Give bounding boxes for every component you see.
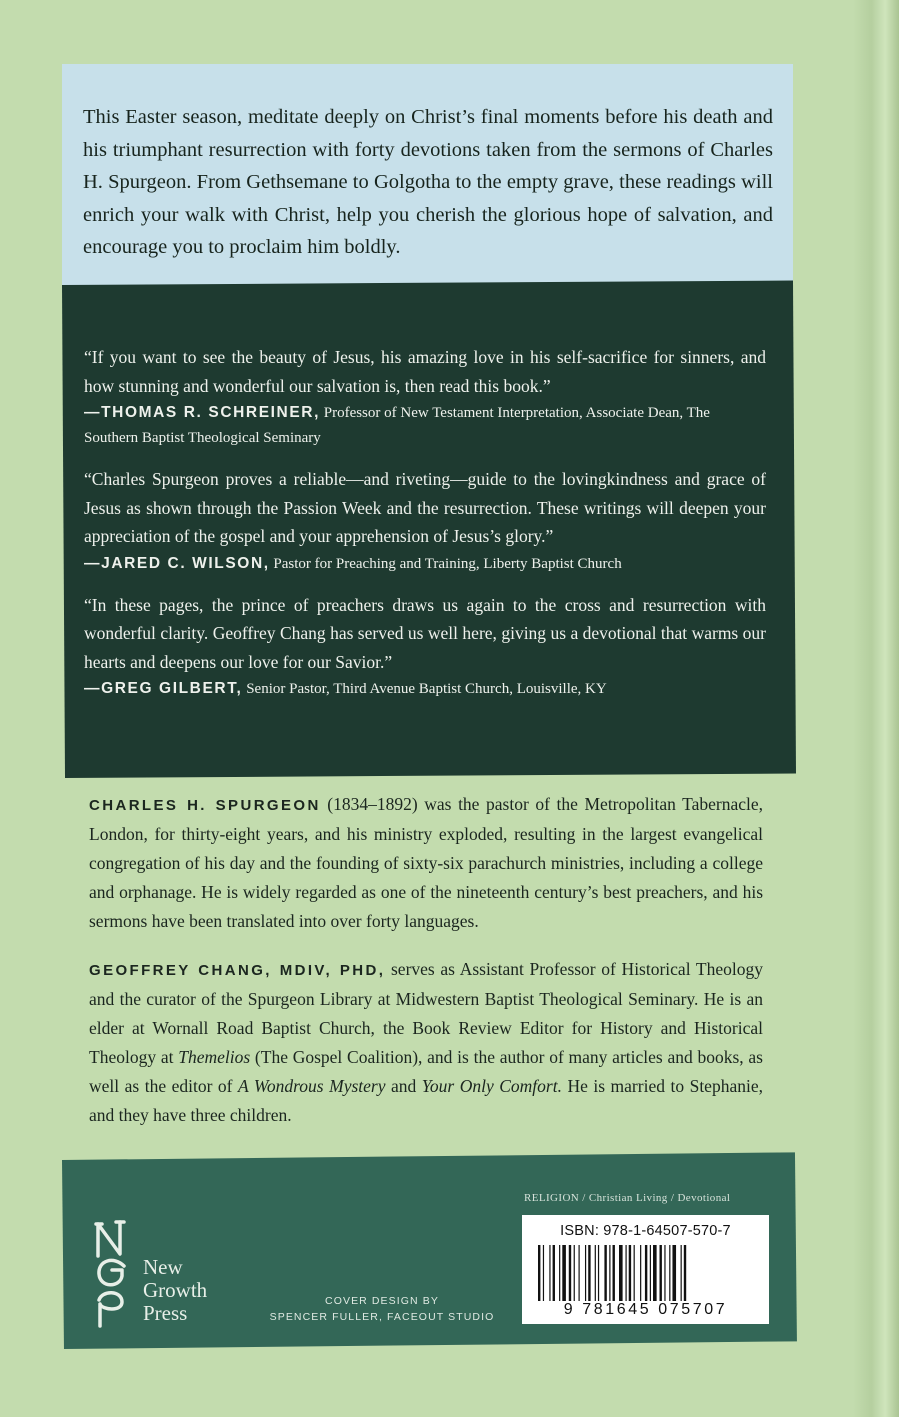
endorsement-quote: “In these pages, the prince of preachers draws us again to the cross and resurrection with wonderful clarity. Geoffrey Chang has served us well here, giving us a devotional that warms our hearts and deepens our love for our Savior.” <box>84 594 766 672</box>
barcode-bar <box>543 1245 544 1301</box>
barcode-bar <box>613 1245 615 1301</box>
book-title: Your Only Comfort. <box>421 1076 562 1096</box>
barcode-bar <box>625 1245 626 1301</box>
endorsement-quote: “Charles Spurgeon proves a reliable—and riveting—guide to the lovingkindness and grace of Jesus as shown through the Passion Week and the resurrection. These writings will deepen your appreciation of the gospel and your apprehension of Jesus’s glory.” <box>84 469 766 546</box>
barcode-bar <box>553 1245 555 1301</box>
barcode-bar <box>672 1245 676 1301</box>
barcode-bar <box>664 1245 665 1301</box>
barcode-bar <box>645 1245 647 1301</box>
barcode-bar <box>588 1245 590 1301</box>
author-bio-chang <box>89 955 763 1130</box>
author-bio-text: He is married to Stephanie, and they have three children. <box>89 1076 763 1125</box>
barcode-bar <box>650 1245 651 1301</box>
category-label: RELIGION / Christian Living / Devotional <box>524 1192 731 1204</box>
barcode-bar <box>653 1245 657 1301</box>
description-blurb: This Easter season, meditate deeply on Christ’s final moments before his death and his triumphant resurrection with forty devotions taken from the sermons of Charles H. Spurgeon. From Gethsemane to Golgotha to the empty grave, these readings will enrich your walk with Christ, help you cherish the glorious hope of salvation, and encourage you to proclaim him boldly. <box>83 106 773 258</box>
isbn-label: ISBN: 978-1-64507-570-7 <box>560 1223 731 1239</box>
ngp-monogram-icon <box>90 1218 140 1328</box>
barcode-bar <box>609 1245 610 1301</box>
author-bios <box>89 790 763 1149</box>
barcode-bar <box>562 1245 566 1301</box>
barcode-bar <box>681 1245 682 1301</box>
endorsement-attribution <box>84 676 766 702</box>
barcode-bar <box>585 1245 586 1301</box>
journal-title: Themelios <box>178 1047 251 1067</box>
barcode-bar <box>619 1245 623 1301</box>
endorser-name: —JARED C. WILSON, <box>84 554 270 572</box>
spine-edge <box>853 0 899 1417</box>
barcode-bar <box>538 1245 540 1301</box>
endorser-name: —THOMAS R. SCHREINER, <box>84 404 320 421</box>
endorsement-attribution <box>84 551 766 577</box>
publisher-name-line: New <box>143 1255 183 1279</box>
endorsement-attribution <box>84 400 766 451</box>
author-name: CHARLES H. SPURGEON <box>89 797 321 814</box>
endorsements <box>84 343 766 716</box>
author-bio-text: (The Gospel Coalition), and is the author of many articles and books, as well as the editor of <box>89 1047 763 1096</box>
barcode-bar <box>549 1245 550 1301</box>
endorser-name: —GREG GILBERT, <box>84 680 243 697</box>
endorsement <box>84 591 766 703</box>
barcode-bar <box>669 1245 670 1301</box>
author-bio-spurgeon <box>89 790 763 936</box>
publisher-name <box>143 1256 207 1325</box>
cover-design-credit <box>262 1293 502 1325</box>
author-name: GEOFFREY CHANG, MDIV, PHD, <box>89 962 386 979</box>
endorser-title: Professor of New Testament Interpretation, Associate Dean, The Southern Baptist Theological Seminary <box>84 405 710 446</box>
publisher-name-line: Press <box>143 1301 188 1325</box>
barcode-bar <box>660 1245 662 1301</box>
endorsement-quote: “If you want to see the beauty of Jesus, his amazing love in his self-sacrifice for sinners, and how stunning and wonderful our salvation is, then read this book.” <box>84 347 766 396</box>
barcode-box <box>522 1215 769 1324</box>
barcode-bar <box>640 1245 641 1301</box>
author-bio-text: serves as Assistant Professor of Historical Theology and the curator of the Spurgeon Library at Midwestern Baptist Theological Seminary. He is an elder at Wornall Road Baptist Church, the Book Review Editor for History and Historical Theology at <box>89 959 763 1067</box>
credit-label: COVER DESIGN BY <box>325 1295 439 1307</box>
barcode-bar <box>598 1245 599 1301</box>
author-bio-text: (1834–1892) was the pastor of the Metropolitan Tabernacle, London, for thirty-eight years, and his ministry exploded, resulting in the largest evangelical congregation of his day and the founding of sixty-six parachurch ministries, including a college and orphanage. He is widely regarded as one of the nineteenth century’s best preachers, and his sermons have been translated into over forty languages. <box>89 794 763 931</box>
barcode-bar <box>579 1245 580 1301</box>
endorsement <box>84 465 766 577</box>
barcode-bar <box>595 1245 596 1301</box>
publisher-name-line: Growth <box>143 1278 208 1302</box>
barcode-bar <box>574 1245 575 1301</box>
barcode <box>534 1245 757 1301</box>
barcode-bar <box>559 1245 560 1301</box>
barcode-bar <box>634 1245 635 1301</box>
endorsement <box>84 343 766 451</box>
barcode-bar <box>604 1245 606 1301</box>
barcode-bar <box>569 1245 571 1301</box>
barcode-bar <box>629 1245 631 1301</box>
barcode-bar <box>684 1245 686 1301</box>
book-title: A Wondrous Mystery <box>238 1076 386 1096</box>
credit-designer: SPENCER FULLER, FACEOUT STUDIO <box>269 1311 495 1323</box>
endorser-title: Senior Pastor, Third Avenue Baptist Church, Louisville, KY <box>246 681 607 697</box>
endorser-title: Pastor for Preaching and Training, Liberty Baptist Church <box>273 555 622 572</box>
barcode-digits: 9 781645 075707 <box>563 1301 728 1318</box>
publisher-logo <box>90 1218 250 1328</box>
author-bio-text: and <box>385 1076 422 1096</box>
